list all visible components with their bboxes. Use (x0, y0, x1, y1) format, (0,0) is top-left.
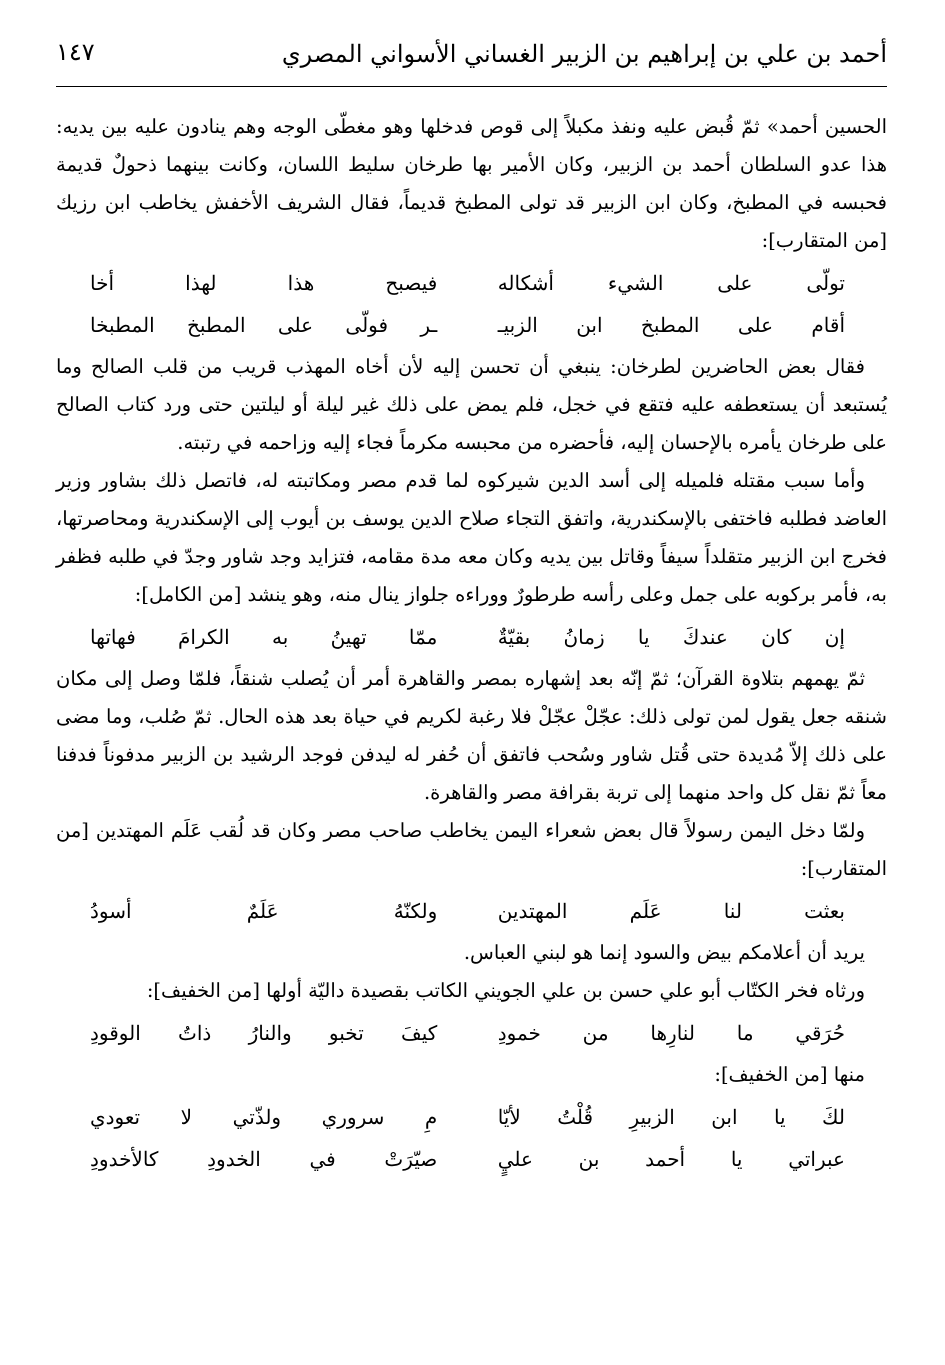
paragraph: فقال بعض الحاضرين لطرخان: ينبغي أن تحسن إليه لأن أخاه المهذب قريب من قلب الصالح وما يُستبعد أن يستعطفه عليه فتقع في خجل، فلم يمض على ذلك غير ليلة أو ليلتين حتى ورد كتاب الصالح على طرخان يأمره بالإحسان إليه، فأحضره من محبسه مكرماً فجاء إليه وزاحمه في رتبته. (56, 355, 887, 454)
verse-line (56, 1098, 887, 1136)
paragraph: وأما سبب مقتله فلميله إلى أسد الدين شيركوه لما قدم مصر ومكاتبته له، فاتصل ذلك بشاور وزير العاضد فطلبه فاختفى بالإسكندرية، واتفق التجاء صلاح الدين يوسف بن أيوب إلى الإسكندرية ومحاصرتها، فخرج ابن الزبير متقلداً سيفاً وقاتل بين يديه وكان معه مدة مقامه، فتزايد وجد شاور وجدّ في طلبه فظفر به، فأمر بركوبه على جمل وعلى رأسه طرطورٌ ووراءه جلواز ينال منه، وهو ينشد [من الكامل]: (56, 469, 887, 606)
verse-line (56, 1014, 887, 1052)
verse-hemistich-first: تولّى على الشيء أشكاله (497, 271, 845, 295)
page-header (56, 32, 887, 87)
verse-hemistich-second: ممّا تهينُ به الكرامَ فهاتها (90, 625, 438, 649)
verse-hemistich-second: ـر فولّى على المطبخ المطبخا (90, 313, 438, 337)
verse-hemistich-second: كيفَ تخبو والنارُ ذاتُ الوقودِ (90, 1021, 438, 1045)
verse-hemistich-first: عبراتي يا أحمد بن عليٍ (497, 1147, 845, 1171)
paragraph: ولمّا دخل اليمن رسولاً قال بعض شعراء اليمن يخاطب صاحب مصر وكان قد لُقب عَلَم المهتدين [من المتقارب]: (56, 819, 887, 880)
verse-line (56, 1140, 887, 1178)
verse-hemistich-second: ولكنّهُ عَلَمٌ أسودُ (90, 899, 438, 923)
verse-line (56, 306, 887, 344)
verse-hemistich-second: مِ سروري ولذّتي لا تعودي (90, 1105, 438, 1129)
verse-hemistich-first: حُرَقي ما لنارِها من خمودِ (497, 1021, 845, 1045)
paragraph: ثمّ يهمهم بتلاوة القرآن؛ ثمّ إنّه بعد إشهاره بمصر والقاهرة أمر أن يُصلب شنقاً، فلمّا وصل إلى مكان شنقه جعل يقول لمن تولى ذلك: عجّلْ عجّلْ فلا رغبة لكريم في حياة بعد هذه الحال. ثمّ صُلب، وما مضى على ذلك إلاّ مُديدة حتى قُتل شاور وسُحب فاتفق أن حُفر له ليدفن فوجد الرشيد بن الزبير مدفوناً فدفنا معاً ثمّ نقل كل واحد منهما إلى تربة بقرافة مصر والقاهرة. (56, 667, 887, 804)
paragraph: يريد أن أعلامكم بيض والسود إنما هو لبني العباس. (463, 941, 865, 964)
body-text (56, 108, 887, 1182)
verse-hemistich-second: فيصبح هذا لهذا أخا (90, 271, 438, 295)
verse-hemistich-first: لكَ يا ابن الزبيرِ قُلْتُ لأيّا (497, 1105, 845, 1129)
paragraph: الحسين أحمد» ثمّ قُبض عليه ونفذ مكبلاً إلى قوص فدخلها وهو مغطّى الوجه وهم ينادون عليه بين يديه: هذا عدو السلطان أحمد بن الزبير، وكان الأمير بها طرخان سليط اللسان، وكانت بينهما ذحولٌ قديمة فحبسه في المطبخ، وكان ابن الزبير قد تولى المطبخ قديماً، فقال الشريف الأخفش يخاطب ابن رزيك [من المتقارب]: (56, 115, 887, 252)
verse-hemistich-second: صيّرَتْ في الخدودِ كالأخدودِ (90, 1147, 438, 1171)
page-number: ١٤٧ (56, 38, 95, 66)
verse-line (56, 618, 887, 656)
running-title: أحمد بن علي بن إبراهيم بن الزبير الغساني الأسواني المصري (281, 40, 887, 68)
verse-line (56, 892, 887, 930)
verse-hemistich-first: أقام على المطبخ ابن الزبيـ (497, 313, 845, 337)
verse-hemistich-first: بعثت لنا عَلَم المهتدين (497, 899, 845, 923)
verse-line (56, 264, 887, 302)
verse-hemistich-first: إن كان عندكَ يا زمانُ بقيّةٌ (497, 625, 845, 649)
paragraph: ورثاه فخر الكتّاب أبو علي حسن بن علي الجويني الكاتب بقصيدة داليّة أولها [من الخفيف]: (146, 979, 865, 1002)
paragraph: منها [من الخفيف]: (714, 1063, 865, 1086)
